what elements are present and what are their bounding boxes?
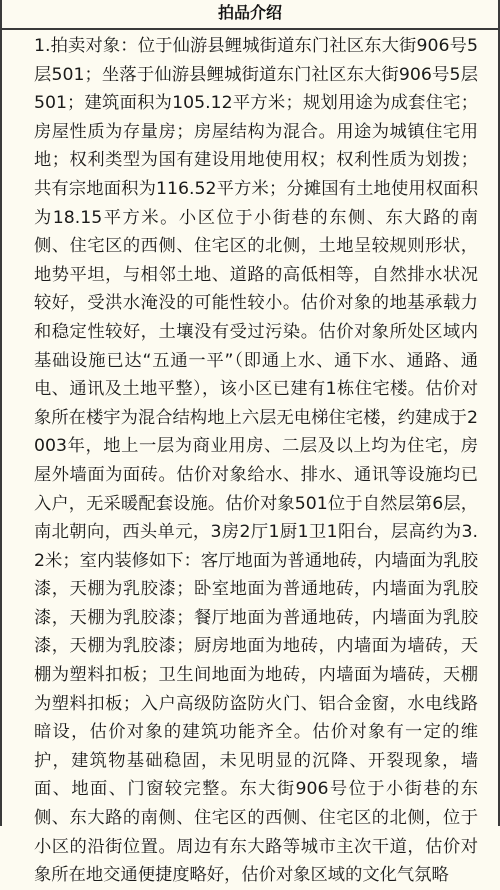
section-title: 拍品介绍 <box>2 0 498 30</box>
item-description: 1.拍卖对象：位于仙游县鲤城街道东门社区东大街906号5层501；坐落于仙游县鲤城街道东门社区东大街906号5层501；建筑面积为105.12平方米；规划用途为成套住宅；房屋性质为存量房；房屋结构为混合。用途为城镇住宅用地；权利类型为国有建设用地使用权；权利性质为划拨；共有宗地面积为116.52平方米；分摊国有土地使用权面积为18.15平方米。小区位于小街巷的东侧、东大路的南侧、住宅区的西侧、住宅区的北侧，土地呈较规则形状，地势平坦，与相邻土地、道路的高低相等，自然排水状况较好，受洪水淹没的可能性较小。估价对象的地基承载力和稳定性较好，土壤没有受过污染。估价对象所处区域内基础设施已达“五通一平”（即通上水、通下水、通路、通电、通讯及土地平整），该小区已建有1栋住宅楼。估价对象所在楼宇为混合结构地上六层无电梯住宅楼，约建成于2003年，地上一层为商业用房、二层及以上均为住宅，房屋外墙面为面砖。估价对象给水、排水、通讯等设施均已入户，无采暖配套设施。估价对象501位于自然层第6层，南北朝向，西头单元，3房2厅1厨1卫1阳台，层高约为3.2米；室内装修如下：客厅地面为普通地砖，内墙面为乳胶漆，天棚为乳胶漆；卧室地面为普通地砖，内墙面为乳胶漆，天棚为乳胶漆；餐厅地面为普通地砖，内墙面为乳胶漆，天棚为乳胶漆；厨房地面为地砖，内墙面为墙砖，天棚为塑料扣板；卫生间地面为地砖，内墙面为墙砖，天棚为塑料扣板；入户高级防盗防火门、铝合金窗，水电线路暗设，估价对象的建筑功能齐全。估价对象有一定的维护，建筑物基础稳固，未见明显的沉降、开裂现象，墙面、地面、门窗较完整。东大街906号位于小街巷的东侧、东大路的南侧、住宅区的西侧、住宅区的北侧，位于小区的沿街位置。周边有东大路等城市主次干道，估价对象所在地交通便捷度略好，估价对象区域的文化气氛略 <box>34 36 478 886</box>
